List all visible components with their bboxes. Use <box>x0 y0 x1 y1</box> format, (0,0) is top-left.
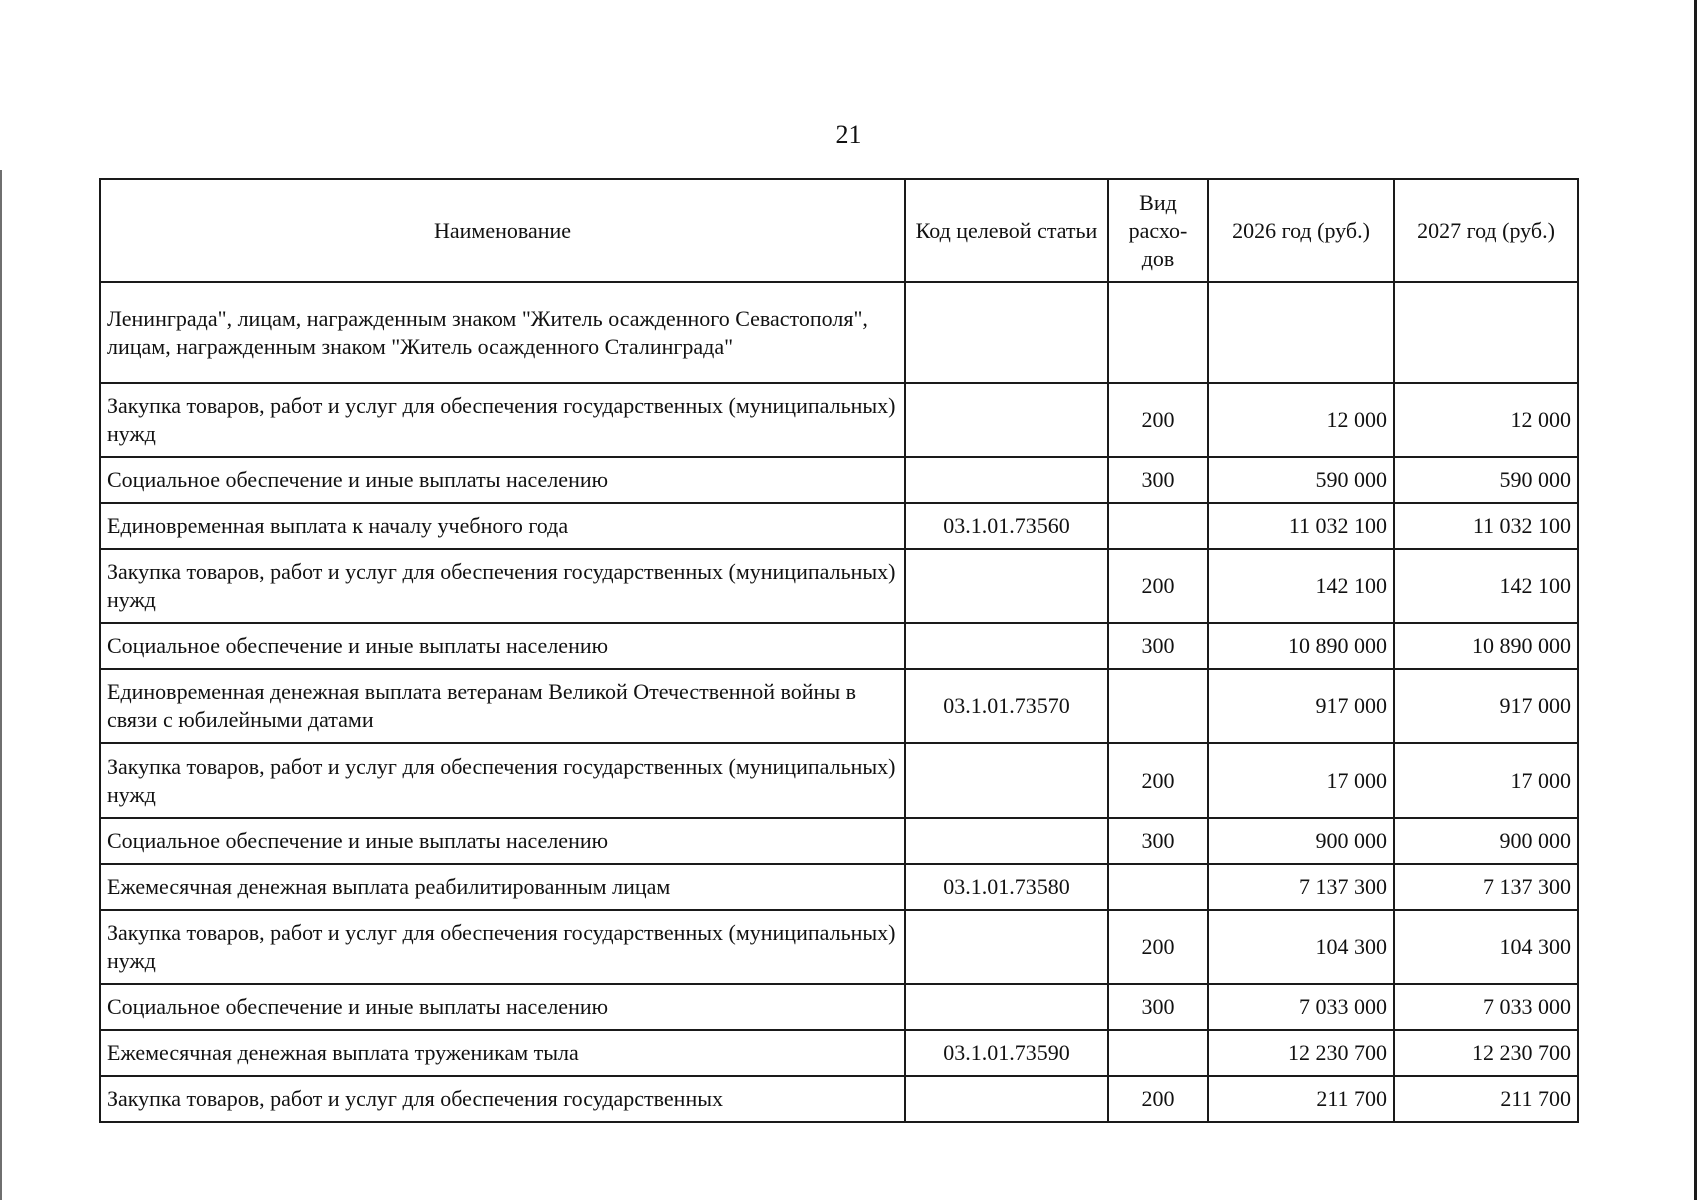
row-amount-2027: 11 032 100 <box>1394 503 1578 549</box>
row-code <box>905 383 1108 457</box>
row-amount-2027: 10 890 000 <box>1394 623 1578 669</box>
row-kind <box>1108 864 1208 910</box>
row-code <box>905 984 1108 1030</box>
row-code <box>905 282 1108 383</box>
row-amount-2027: 590 000 <box>1394 457 1578 503</box>
row-kind <box>1108 503 1208 549</box>
row-name: Ежемесячная денежная выплата труженикам тыла <box>100 1030 905 1076</box>
table-row <box>100 503 1578 549</box>
row-name: Ежемесячная денежная выплата реабилитированным лицам <box>100 864 905 910</box>
table-row <box>100 864 1578 910</box>
row-name: Социальное обеспечение и иные выплаты населению <box>100 457 905 503</box>
header-name: Наименование <box>100 179 905 282</box>
row-code <box>905 818 1108 864</box>
table-row <box>100 984 1578 1030</box>
row-amount-2026: 12 000 <box>1208 383 1394 457</box>
row-amount-2026: 10 890 000 <box>1208 623 1394 669</box>
row-name: Закупка товаров, работ и услуг для обеспечения государственных (муниципальных) нужд <box>100 383 905 457</box>
page-number: 21 <box>835 120 862 149</box>
row-kind: 200 <box>1108 1076 1208 1122</box>
row-amount-2026: 590 000 <box>1208 457 1394 503</box>
row-name: Социальное обеспечение и иные выплаты населению <box>100 984 905 1030</box>
row-amount-2026 <box>1208 282 1394 383</box>
scan-edge-left <box>0 170 2 1200</box>
row-amount-2026: 12 230 700 <box>1208 1030 1394 1076</box>
row-name: Закупка товаров, работ и услуг для обеспечения государственных (муниципальных) нужд <box>100 743 905 818</box>
row-amount-2026: 104 300 <box>1208 910 1394 984</box>
row-kind <box>1108 1030 1208 1076</box>
row-code <box>905 457 1108 503</box>
row-name: Единовременная выплата к началу учебного года <box>100 503 905 549</box>
row-kind: 200 <box>1108 910 1208 984</box>
row-amount-2027: 7 137 300 <box>1394 864 1578 910</box>
row-amount-2027: 142 100 <box>1394 549 1578 623</box>
row-name: Единовременная денежная выплата ветеранам Великой Отечественной войны в связи с юбилейными датами <box>100 669 905 743</box>
header-kind: Вид расхо- дов <box>1108 179 1208 282</box>
row-name: Социальное обеспечение и иные выплаты населению <box>100 818 905 864</box>
row-amount-2027: 12 000 <box>1394 383 1578 457</box>
row-amount-2027: 211 700 <box>1394 1076 1578 1122</box>
budget-table <box>99 178 1579 1123</box>
row-name: Ленинграда", лицам, награжденным знаком "Житель осажденного Севастополя", лицам, награжденным знаком "Житель осажденного Сталинграда" <box>100 282 905 383</box>
row-amount-2027: 17 000 <box>1394 743 1578 818</box>
row-code <box>905 623 1108 669</box>
row-amount-2027: 7 033 000 <box>1394 984 1578 1030</box>
header-code: Код целевой статьи <box>905 179 1108 282</box>
row-amount-2027: 104 300 <box>1394 910 1578 984</box>
row-kind: 200 <box>1108 383 1208 457</box>
table-row <box>100 623 1578 669</box>
row-code: 03.1.01.73560 <box>905 503 1108 549</box>
row-name: Социальное обеспечение и иные выплаты населению <box>100 623 905 669</box>
row-code <box>905 549 1108 623</box>
row-kind <box>1108 669 1208 743</box>
header-year-2027: 2027 год (руб.) <box>1394 179 1578 282</box>
row-amount-2026: 11 032 100 <box>1208 503 1394 549</box>
table-row <box>100 457 1578 503</box>
row-code: 03.1.01.73570 <box>905 669 1108 743</box>
row-kind: 300 <box>1108 984 1208 1030</box>
row-kind: 300 <box>1108 457 1208 503</box>
row-amount-2026: 900 000 <box>1208 818 1394 864</box>
row-amount-2027: 917 000 <box>1394 669 1578 743</box>
table-row <box>100 743 1578 818</box>
row-kind <box>1108 282 1208 383</box>
table-row <box>100 1076 1578 1122</box>
row-amount-2027: 900 000 <box>1394 818 1578 864</box>
row-name: Закупка товаров, работ и услуг для обеспечения государственных <box>100 1076 905 1122</box>
row-code: 03.1.01.73580 <box>905 864 1108 910</box>
row-amount-2027: 12 230 700 <box>1394 1030 1578 1076</box>
row-code <box>905 910 1108 984</box>
row-amount-2027 <box>1394 282 1578 383</box>
table-row <box>100 669 1578 743</box>
row-amount-2026: 142 100 <box>1208 549 1394 623</box>
table-row <box>100 282 1578 383</box>
table-row <box>100 383 1578 457</box>
row-amount-2026: 917 000 <box>1208 669 1394 743</box>
header-year-2026: 2026 год (руб.) <box>1208 179 1394 282</box>
row-kind: 300 <box>1108 623 1208 669</box>
table-row <box>100 818 1578 864</box>
table-row <box>100 549 1578 623</box>
header-row <box>100 179 1578 282</box>
table-row <box>100 910 1578 984</box>
row-kind: 200 <box>1108 743 1208 818</box>
row-kind: 300 <box>1108 818 1208 864</box>
row-amount-2026: 7 033 000 <box>1208 984 1394 1030</box>
row-amount-2026: 7 137 300 <box>1208 864 1394 910</box>
row-name: Закупка товаров, работ и услуг для обеспечения государственных (муниципальных) нужд <box>100 549 905 623</box>
row-name: Закупка товаров, работ и услуг для обеспечения государственных (муниципальных) нужд <box>100 910 905 984</box>
table-row <box>100 1030 1578 1076</box>
row-code <box>905 743 1108 818</box>
row-amount-2026: 17 000 <box>1208 743 1394 818</box>
row-kind: 200 <box>1108 549 1208 623</box>
row-code <box>905 1076 1108 1122</box>
row-amount-2026: 211 700 <box>1208 1076 1394 1122</box>
row-code: 03.1.01.73590 <box>905 1030 1108 1076</box>
